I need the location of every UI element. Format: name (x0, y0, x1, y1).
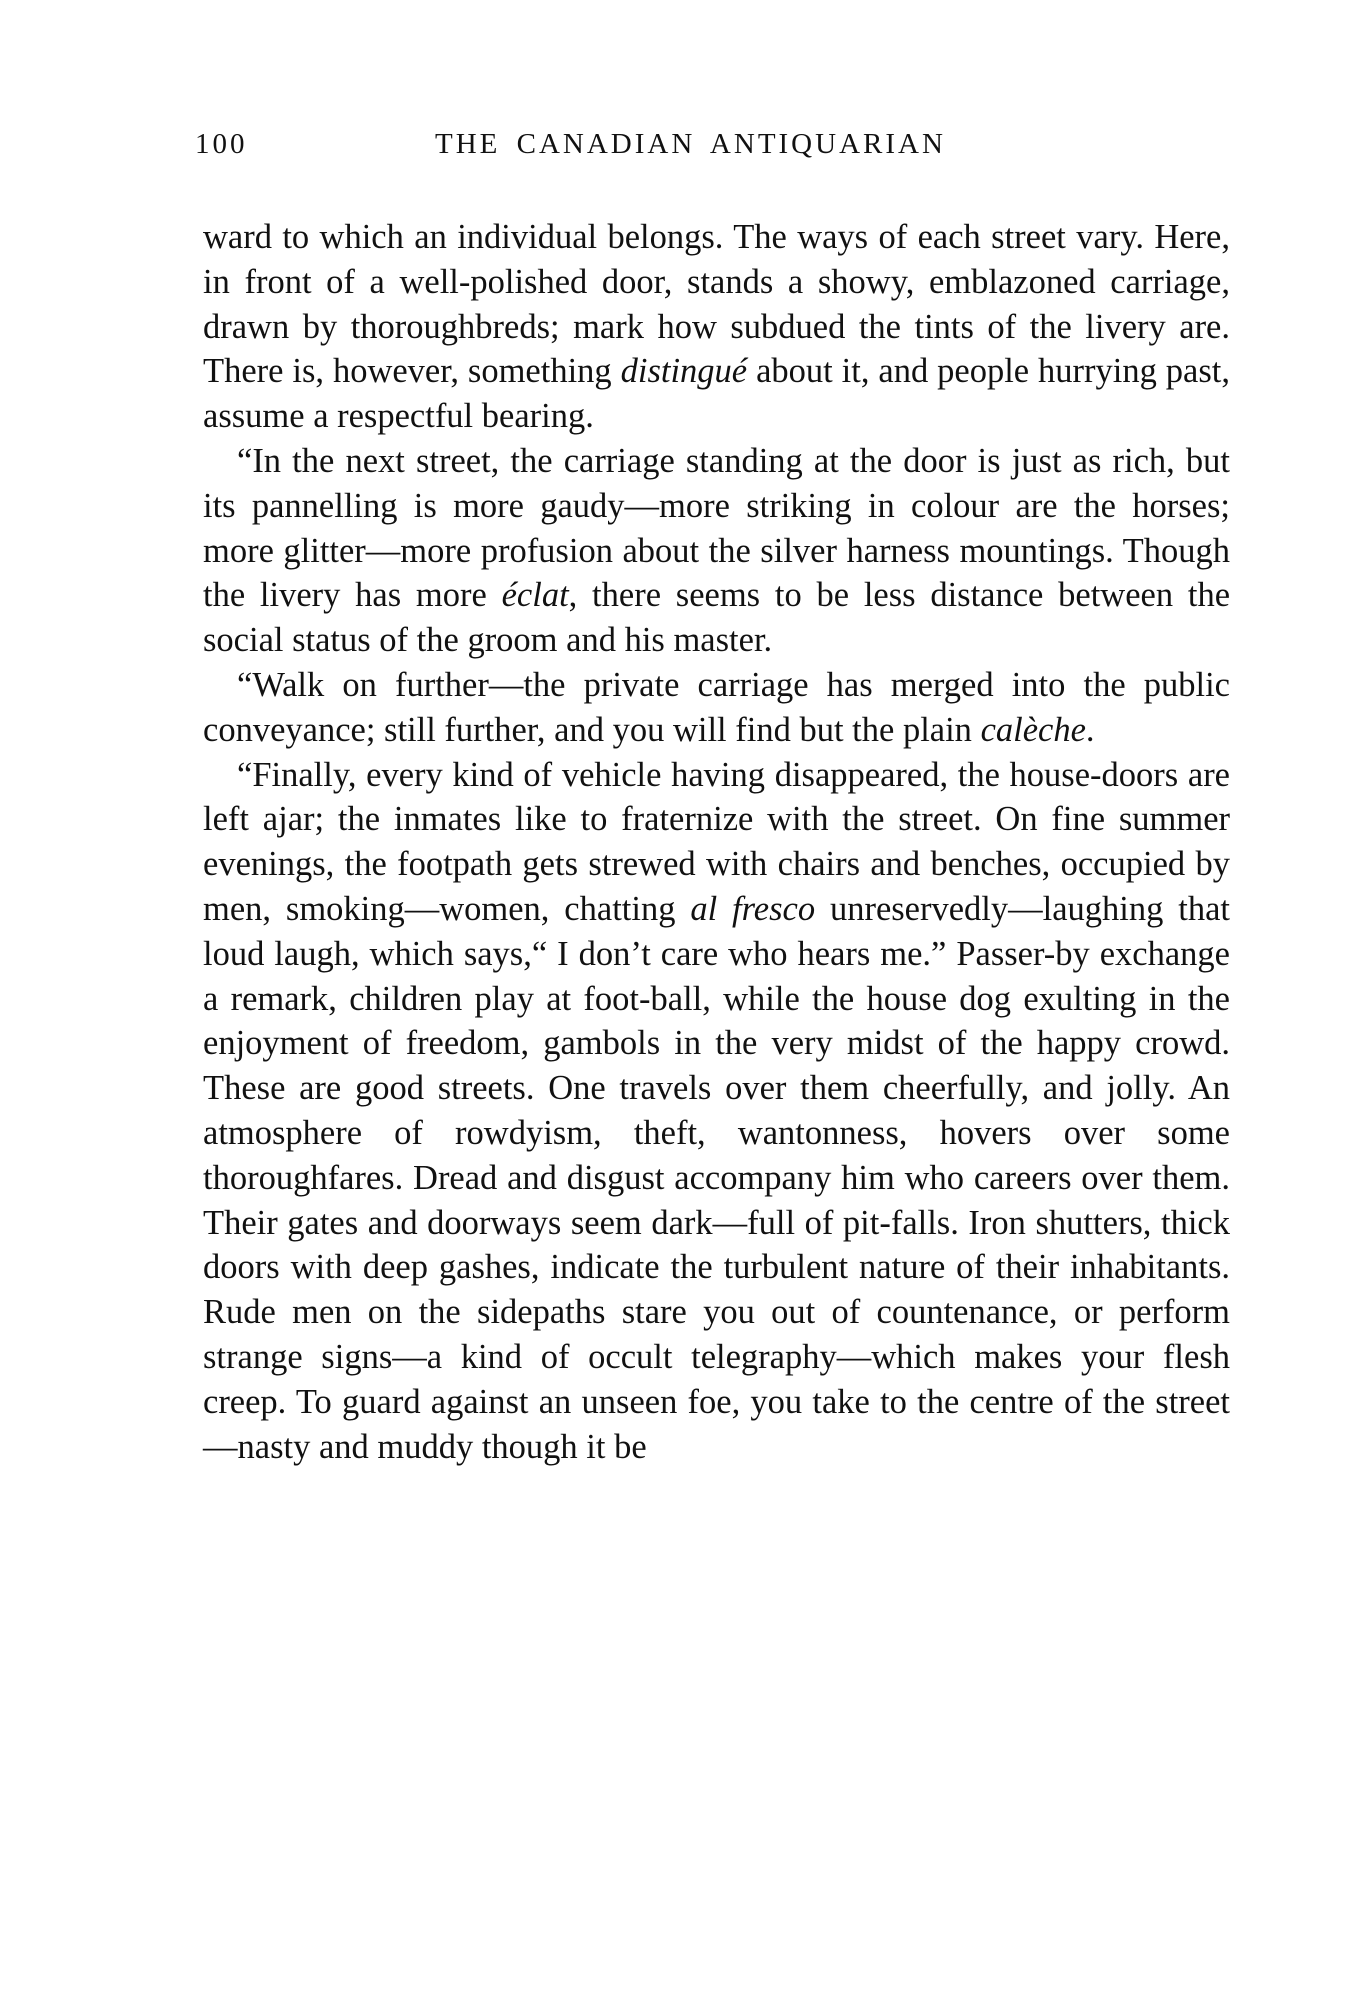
text-run: about it, and people hurrying past, assume a respectful bearing. (203, 352, 1231, 436)
italic-term: distingué (620, 352, 748, 391)
text-run: “Walk on further—the private carriage has merged into the public conveyance; still further, and you will find but the plain (203, 665, 1230, 749)
text-run: . (1085, 710, 1095, 749)
running-title: THE CANADIAN ANTIQUARIAN (435, 128, 946, 160)
italic-term: éclat (501, 576, 569, 615)
text-run: “Finally, every kind of vehicle having disappeared, the house-doors are left ajar; the inmates like to fraternize with the street. On fine summer evenings, the footpath gets strewed with chairs and benches, occupied by men, smoking—women, chatting (203, 755, 1230, 928)
text-run: ward to which an individual belongs. The ways of each street vary. Here, in front of a well-polished door, stands a showy, emblazoned carriage, drawn by thoroughbreds; mark how subdued the tints of the livery are. There is, however, something (203, 218, 1230, 391)
text-run: “In the next street, the carriage standing at the door is just as rich, but its pannelling is more gaudy—more striking in colour are the horses; more glitter—more profusion about the silver harness mountings. Though the livery has more (203, 441, 1230, 615)
paragraph (203, 753, 1230, 1470)
italic-term: al fresco (690, 889, 816, 928)
paragraph (203, 663, 1230, 753)
italic-term: calèche (980, 710, 1086, 749)
page-number: 100 (195, 128, 248, 160)
text-run: , there seems to be less distance between the social status of the groom and his master. (203, 576, 1231, 660)
text-run: unreservedly—laughing that loud laugh, which says,“ I don’t care who hears me.” Passer-by exchange a remark, children play at foot-ball, while the house dog exulting in the enjoyment of freedom, gambols in the very midst of the happy crowd. These are good streets. One travels over them cheerfully, and jolly. An atmosphere of rowdyism, theft, wantonness, hovers over some thoroughfares. Dread and disgust accompany him who careers over them. Their gates and doorways seem dark—full of pit-falls. Iron shutters, thick doors with deep gashes, indicate the turbulent nature of their inhabitants. Rude men on the sidepaths stare you out of countenance, or perform strange signs—a kind of occult telegraphy—which makes your flesh creep. To guard against an unseen foe, you take to the centre of the street—nasty and muddy though it be (203, 889, 1230, 1466)
paragraph (203, 439, 1230, 663)
running-head (195, 128, 1230, 168)
body-text (203, 215, 1230, 1469)
paragraph (203, 215, 1230, 439)
